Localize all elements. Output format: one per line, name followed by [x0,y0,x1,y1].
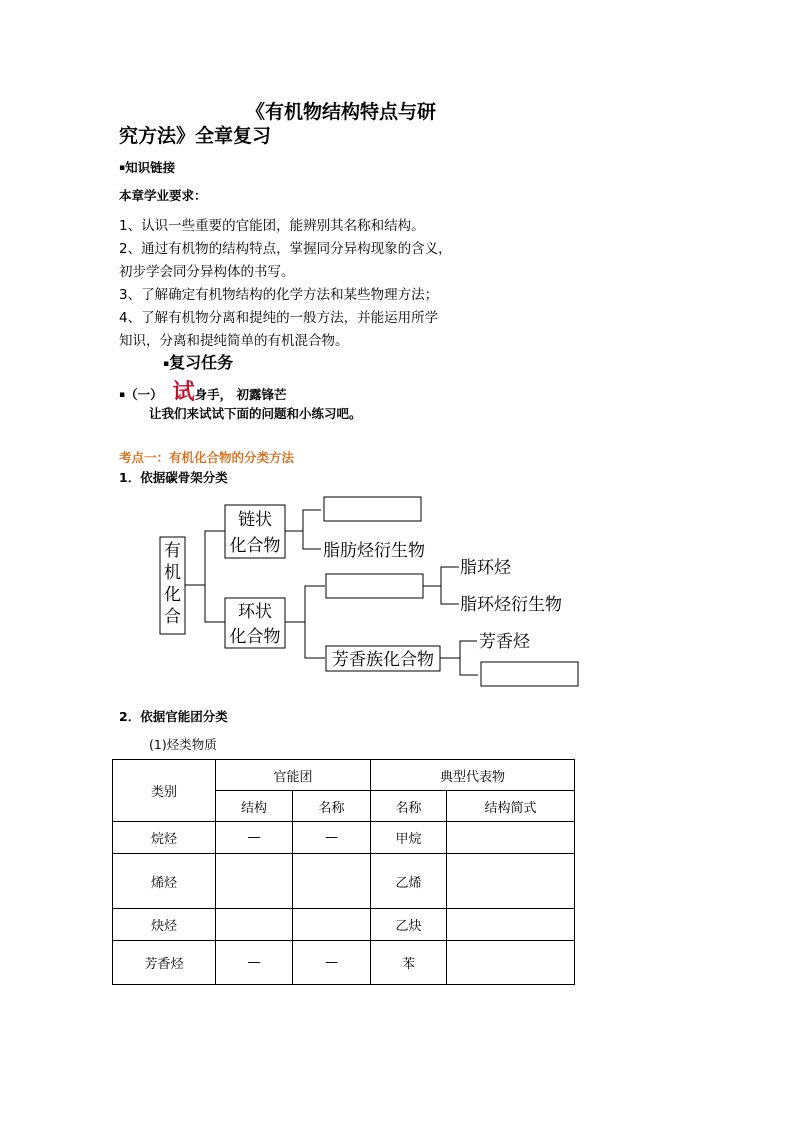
tree-alicyclic: 脂环烃 [460,558,511,578]
tree-root-char: 合 [164,607,181,627]
table-row: 烯烃 乙烯 [113,854,575,909]
answer-cell[interactable] [293,854,371,909]
answer-cell[interactable] [447,941,575,985]
table-row: 烷烃 — — 甲烷 [113,822,575,854]
tree-chain-label-line2: 化合物 [229,536,281,556]
bullet-square-icon: ▪ [163,359,170,369]
requirement-line: 1、认识一些重要的官能团，能辨别其名称和结构。 [119,218,425,234]
table-header-category: 类别 [113,760,216,822]
table-header-structure: 结构 [216,791,293,822]
review-heading: ▪复习任务 [163,353,234,372]
tree-root-char: 有 [164,541,181,561]
table-row: 芳香烃 — — 苯 [113,941,575,985]
page-title-line1: 《有机物结构特点与研 [246,101,437,123]
bullet-square-icon: ▪ [119,390,126,400]
requirement-line: 2、通过有机物的结构特点，掌握同分异构现象的含义， [119,241,452,257]
subsection-functional-group: 2．依据官能团分类 [119,709,228,724]
requirement-line: 4、了解有机物分离和提纯的一般方法，并能运用所学 [119,310,439,326]
page-title-line2: 究方法》全章复习 [119,125,272,147]
big-try-character: 试 [172,379,195,405]
tree-ring-label-line1: 环状 [238,602,272,622]
table-header-name: 名称 [293,791,371,822]
answer-cell[interactable] [293,909,371,941]
answer-cell[interactable] [447,822,575,854]
tree-chain-label-line1: 链状 [238,510,272,530]
tree-aromatic-compound: 芳香族化合物 [332,650,434,670]
table-header-functional-group: 官能团 [216,760,371,791]
answer-cell[interactable] [216,909,293,941]
requirement-line: 3、了解确定有机物结构的化学方法和某些物理方法； [119,287,439,303]
hydrocarbon-table [112,759,575,985]
subsection-carbon-skeleton: 1．依据碳骨架分类 [119,470,228,485]
exam-point-title: 考点一：有机化合物的分类方法 [119,450,295,465]
requirement-line: 知识，分离和提纯简单的有机混合物。 [119,333,349,349]
answer-cell[interactable] [447,909,575,941]
hydrocarbon-subheading: (1)烃类物质 [149,737,217,752]
requirements-heading: 本章学业要求： [119,188,207,203]
answer-cell[interactable] [216,854,293,909]
table-header-rep-name: 名称 [371,791,447,822]
answer-cell[interactable] [447,854,575,909]
tree-ring-label-line2: 化合物 [229,627,281,647]
table-row: 炔烃 乙炔 [113,909,575,941]
table-header-formula: 结构简式 [447,791,575,822]
answer-box-aromatic-derivative[interactable] [481,662,578,686]
part-one-heading: ▪（一） 试身手， 初露锋芒 [119,379,287,405]
tree-root-char: 化 [164,585,181,605]
tree-aromatic-hydrocarbon: 芳香烃 [479,632,530,652]
bullet-square-icon: ▪ [119,163,126,173]
knowledge-heading: ▪知识链接 [119,160,176,175]
answer-box-ring-hydrocarbon[interactable] [326,574,423,598]
requirement-line: 初步学会同分异构体的书写。 [119,264,295,280]
part-one-subtitle: 让我们来试试下面的问题和小练习吧。 [149,406,362,421]
tree-alicyclic-derivative: 脂环烃衍生物 [460,595,562,615]
tree-aliphatic-derivative: 脂肪烃衍生物 [323,541,425,561]
answer-box-chain-hydrocarbon[interactable] [324,497,421,521]
tree-root-char: 机 [164,563,181,583]
table-header-representative: 典型代表物 [371,760,575,791]
